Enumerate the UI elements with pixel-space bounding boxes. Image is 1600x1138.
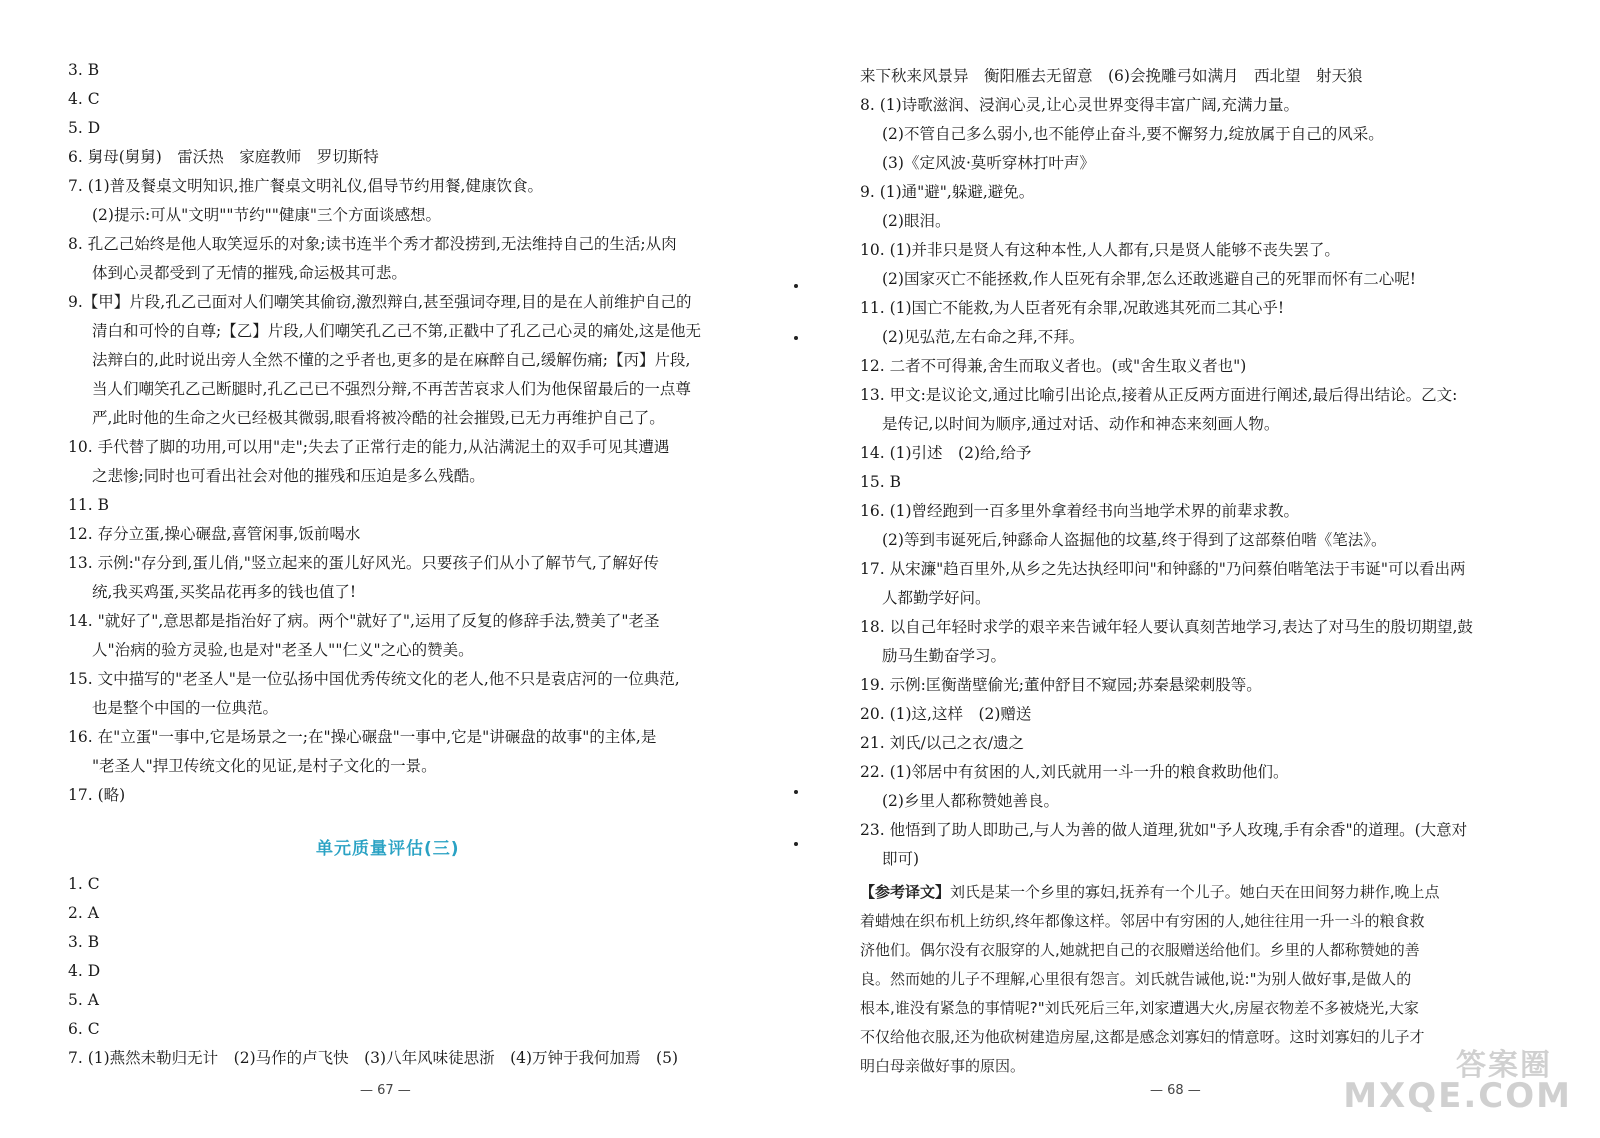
text-line: 10. (1)并非只是贤人有这种本性,人人都有,只是贤人能够不丧失罢了。: [860, 241, 1340, 259]
text-line: 8. (1)诗歌滋润、浸润心灵,让心灵世界变得丰富广阔,充满力量。: [860, 96, 1300, 114]
watermark-logo: [1342, 1044, 1572, 1114]
text-line: 14. "就好了",意思都是指治好了病。两个"就好了",运用了反复的修辞手法,赞美了"老圣: [68, 612, 660, 630]
reference-text: 济他们。偶尔没有衣服穿的人,她就把自己的衣服赠送给他们。乡里的人都称赞她的善: [860, 941, 1420, 959]
text-line: (2)提示:可从"文明""节约""健康"三个方面谈感想。: [92, 206, 441, 224]
reference-line: [860, 911, 1425, 931]
text-line: 1. C: [68, 875, 100, 893]
text-line: 4. C: [68, 90, 100, 108]
text-line: 5. D: [68, 119, 101, 137]
text-line: 法辩白的,此时说出旁人全然不懂的之乎者也,更多的是在麻醉自己,缓解伤痛;【丙】片段,: [92, 351, 691, 369]
reference-text: 良。然而她的儿子不理解,心里很有怨言。刘氏就告诫他,说:"为别人做好事,是做人的: [860, 970, 1412, 988]
reference-line: [860, 940, 1420, 960]
reference-line: [860, 1027, 1425, 1047]
text-line: 清白和可怜的自尊;【乙】片段,人们嘲笑孔乙己不第,正戳中了孔乙己心灵的痛处,这是他无: [92, 322, 702, 340]
text-line: 11. (1)国亡不能救,为人臣者死有余罪,况敢逃其死而二其心乎!: [860, 299, 1285, 317]
text-line: 来下秋来风景异 衡阳雁去无留意 (6)会挽雕弓如满月 西北望 射天狼: [860, 67, 1363, 85]
reference-label: 【参考译文】: [860, 883, 951, 901]
text-line: 6. C: [68, 1020, 100, 1038]
text-line: 9. (1)通"避",躲避,避免。: [860, 183, 1035, 201]
reference-text: 明白母亲做好事的原因。: [860, 1057, 1026, 1075]
margin-dot: [794, 790, 798, 794]
text-line: 体到心灵都受到了无情的摧残,命运极其可悲。: [92, 264, 407, 282]
text-line: 23. 他悟到了助人即助己,与人为善的做人道理,犹如"予人玫瑰,手有余香"的道理。(大意对: [860, 821, 1468, 839]
text-line: 10. 手代替了脚的功用,可以用"走";失去了正常行走的能力,从沾满泥土的双手可见其遭遇: [68, 438, 670, 456]
text-line: (2)不管自己多么弱小,也不能停止奋斗,要不懈努力,绽放属于自己的风采。: [882, 125, 1384, 143]
text-line: 16. (1)曾经跑到一百多里外拿着经书向当地学术界的前辈求教。: [860, 502, 1300, 520]
text-line: 2. A: [68, 904, 99, 922]
reference-text: 不仅给他衣服,还为他砍树建造房屋,这都是感念刘寡妇的情意呀。这时刘寡妇的儿子才: [860, 1028, 1425, 1046]
text-line: (2)乡里人都称赞她善良。: [882, 792, 1059, 810]
text-line: (2)眼泪。: [882, 212, 951, 230]
text-line: 励马生勤奋学习。: [882, 647, 1007, 665]
margin-dot: [794, 842, 798, 846]
reference-text: 着蜡烛在织布机上纺织,终年都像这样。邻居中有穷困的人,她往往用一升一斗的粮食救: [860, 912, 1425, 930]
text-line: 当人们嘲笑孔乙己断腿时,孔乙己已不强烈分辩,不再苦苦哀求人们为他保留最后的一点尊: [92, 380, 691, 398]
text-line: 7. (1)燕然未勒归无计 (2)马作的卢飞快 (3)八年风味徒思浙 (4)万钟于我何加焉 (5): [68, 1049, 678, 1067]
text-line: 15. B: [860, 473, 901, 491]
text-line: 16. 在"立蛋"一事中,它是场景之一;在"操心碾盘"一事中,它是"讲碾盘的故事"的主体,是: [68, 728, 657, 746]
text-line: (3)《定风波·莫听穿林打叶声》: [882, 154, 1095, 172]
page-number-right: — 68 —: [1150, 1083, 1201, 1098]
text-line: 15. 文中描写的"老圣人"是一位弘扬中国优秀传统文化的老人,他不只是袁店河的一位典范,: [68, 670, 680, 688]
text-line: (2)见弘范,左右命之拜,不拜。: [882, 328, 1085, 346]
watermark-top-text: 答案圈: [1456, 1048, 1552, 1083]
text-line: 严,此时他的生命之火已经极其微弱,眼看将被冷酷的社会摧毁,已无力再维护自己了。: [92, 409, 665, 427]
text-line: 17. (略): [68, 786, 126, 804]
text-line: 统,我买鸡蛋,买奖品花再多的钱也值了!: [92, 583, 357, 601]
right-page: [800, 0, 1600, 1138]
margin-dot: [794, 284, 798, 288]
text-line: 人"治病的验方灵验,也是对"老圣人""仁义"之心的赞美。: [92, 641, 474, 659]
reference-line: [860, 969, 1411, 989]
text-line: 13. 甲文:是议论文,通过比喻引出论点,接着从正反两方面进行阐述,最后得出结论。乙文:: [860, 386, 1458, 404]
text-line: 14. (1)引述 (2)给,给予: [860, 444, 1032, 462]
page-number-left: — 67 —: [360, 1083, 411, 1098]
text-line: 12. 存分立蛋,操心碾盘,喜管闲事,饭前喝水: [68, 525, 361, 543]
text-line: 3. B: [68, 933, 100, 951]
margin-dot: [794, 336, 798, 340]
section-title: 单元质量评估(三): [316, 839, 460, 859]
text-line: 是传记,以时间为顺序,通过对话、动作和神态来刻画人物。: [882, 415, 1280, 433]
text-line: 4. D: [68, 962, 101, 980]
text-line: "老圣人"捍卫传统文化的见证,是村子文化的一景。: [92, 757, 437, 775]
reference-text: 刘氏是某一个乡里的寡妇,抚养有一个儿子。她白天在田间努力耕作,晚上点: [950, 883, 1440, 901]
text-line: 11. B: [68, 496, 109, 514]
text-line: 20. (1)这,这样 (2)赠送: [860, 705, 1032, 723]
text-line: 9.【甲】片段,孔乙己面对人们嘲笑其偷窃,激烈辩白,甚至强词夺理,目的是在人前维护自己的: [68, 293, 692, 311]
text-line: 之悲惨;同时也可看出社会对他的摧残和压迫是多么残酷。: [92, 467, 485, 485]
text-line: 即可): [882, 850, 920, 868]
text-line: 13. 示例:"存分到,蛋儿俏,"竖立起来的蛋儿好风光。只要孩子们从小了解节气,了解好传: [68, 554, 659, 572]
text-line: 5. A: [68, 991, 99, 1009]
text-line: 人都勤学好问。: [882, 589, 991, 607]
text-line: 3. B: [68, 61, 100, 79]
reference-line: [860, 882, 1440, 902]
text-line: 8. 孔乙己始终是他人取笑逗乐的对象;读书连半个秀才都没捞到,无法维持自己的生活;从肉: [68, 235, 677, 253]
text-line: 6. 舅母(舅舅) 雷沃热 家庭教师 罗切斯特: [68, 148, 379, 166]
reference-line: [860, 998, 1419, 1018]
text-line: 19. 示例:匡衡凿壁偷光;董仲舒目不窥园;苏秦悬梁刺股等。: [860, 676, 1262, 694]
text-line: 17. 从宋濂"趋百里外,从乡之先达执经叩问"和钟繇的"乃问蔡伯喈笔法于韦诞"可以看出两: [860, 560, 1466, 578]
text-line: 12. 二者不可得兼,舍生而取义者也。(或"舍生取义者也"): [860, 357, 1247, 375]
watermark-bottom-text: MXQE.COM: [1343, 1076, 1572, 1116]
text-line: 7. (1)普及餐桌文明知识,推广餐桌文明礼仪,倡导节约用餐,健康饮食。: [68, 177, 543, 195]
text-line: (2)等到韦诞死后,钟繇命人盗掘他的坟墓,终于得到了这部蔡伯喈《笔法》。: [882, 531, 1387, 549]
reference-line: [860, 1056, 1025, 1076]
text-line: (2)国家灭亡不能拯救,作人臣死有余罪,怎么还敢逃避自己的死罪而怀有二心呢!: [882, 270, 1417, 288]
text-line: 22. (1)邻居中有贫困的人,刘氏就用一斗一升的粮食救助他们。: [860, 763, 1289, 781]
reference-text: 根本,谁没有紧急的事情呢?"刘氏死后三年,刘家遭遇大火,房屋衣物差不多被烧光,大家: [860, 999, 1419, 1017]
text-line: 21. 刘氏/以己之衣/遗之: [860, 734, 1025, 752]
text-line: 18. 以自己年轻时求学的艰辛来告诫年轻人要认真刻苦地学习,表达了对马生的殷切期望,鼓: [860, 618, 1473, 636]
text-line: 也是整个中国的一位典范。: [92, 699, 279, 717]
